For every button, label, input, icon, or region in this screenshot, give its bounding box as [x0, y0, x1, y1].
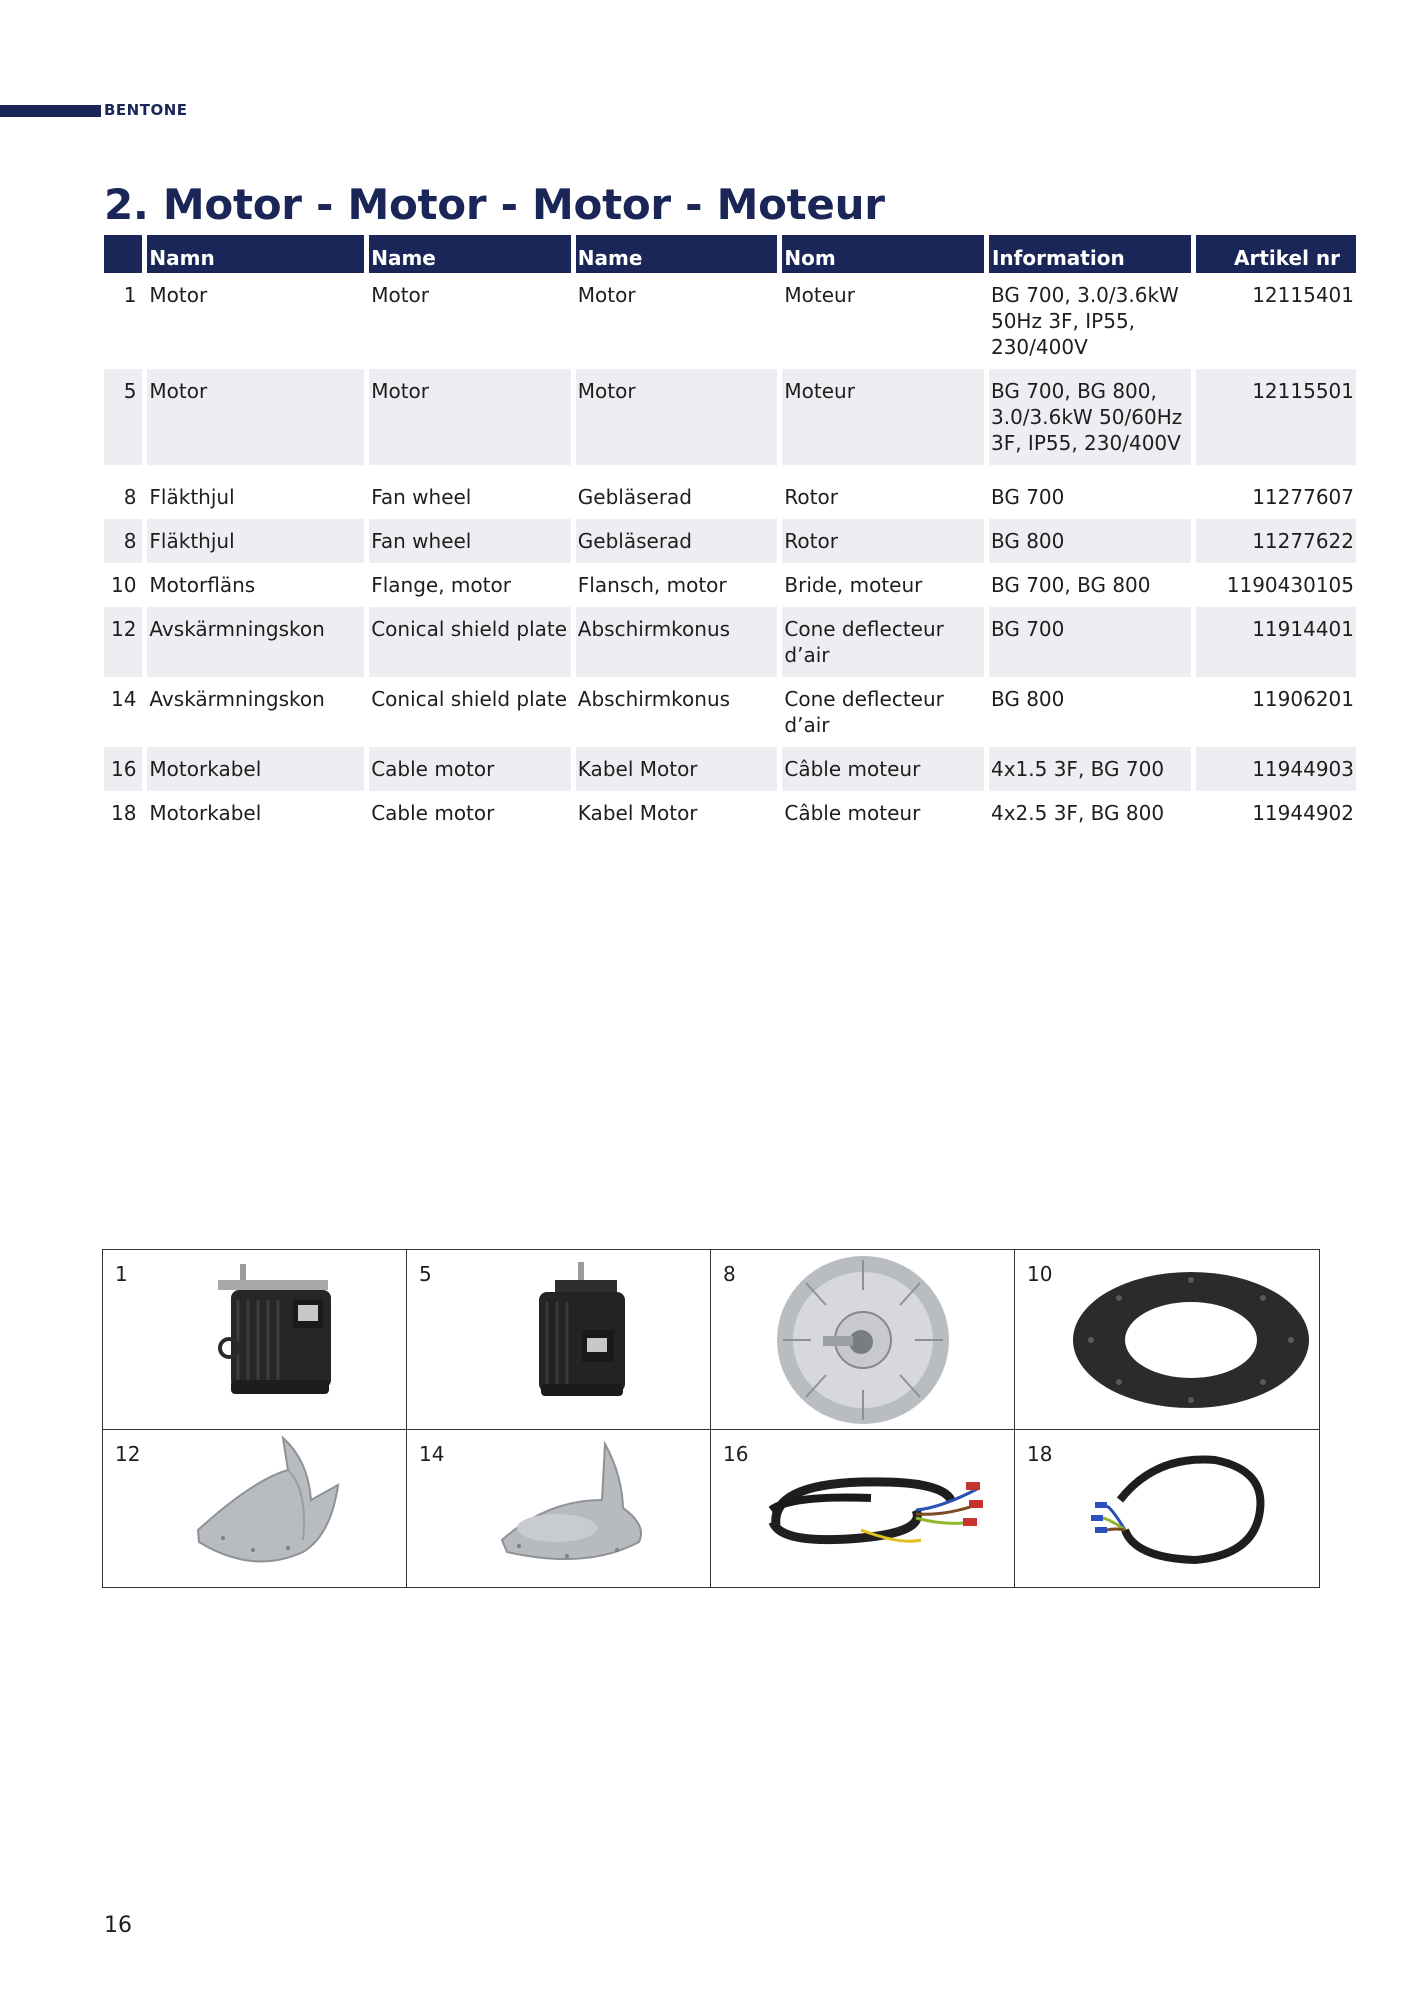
- photo-number: 16: [723, 1442, 749, 1466]
- page-title: 2. Motor - Motor - Motor - Moteur: [104, 180, 885, 229]
- cell-name-en: Cable motor: [369, 747, 571, 791]
- cell-artikel-nr: 12115501: [1196, 369, 1356, 465]
- photo-cell: [1015, 1250, 1319, 1430]
- cell-artikel-nr: 11277622: [1196, 519, 1356, 563]
- photo-cell: [103, 1250, 407, 1430]
- photo-cell: [1015, 1430, 1319, 1587]
- cell-information: BG 700, 3.0/3.6kW 50Hz 3F, IP55, 230/400V: [990, 283, 1179, 359]
- table-row: [104, 791, 1356, 835]
- cell-information: 4x1.5 3F, BG 700: [989, 747, 1191, 791]
- cell-name-en: Conical shield plate: [371, 687, 568, 711]
- brand-name: BENTONE: [104, 101, 188, 119]
- photo-cell: [711, 1430, 1015, 1587]
- cell-name-en: Cable motor: [371, 801, 495, 825]
- cell-row-number: 8: [123, 485, 137, 509]
- cell-name-fr: Bride, moteur: [784, 573, 923, 597]
- photo-number: 10: [1027, 1262, 1053, 1286]
- cell-artikel-nr: 11906201: [1252, 687, 1354, 711]
- cell-row-number: 8: [104, 519, 142, 563]
- cell-name-sv: Motorkabel: [147, 747, 364, 791]
- cell-row-number: 10: [110, 573, 137, 597]
- cell-name-sv: Avskärmningskon: [147, 607, 364, 677]
- electric-motor-icon: [407, 1250, 710, 1430]
- cell-name-sv: Avskärmningskon: [149, 687, 325, 711]
- cell-name-fr: Moteur: [782, 369, 984, 465]
- cell-name-sv: Motorfläns: [149, 573, 256, 597]
- cell-name-sv: Fläkthjul: [147, 519, 364, 563]
- cell-row-number: 14: [110, 687, 137, 711]
- cell-name-de: Flansch, motor: [577, 573, 727, 597]
- cell-name-de: Motor: [576, 369, 778, 465]
- cell-name-de: Abschirmkonus: [577, 687, 731, 711]
- photo-cell: [407, 1430, 711, 1587]
- table-row: [104, 519, 1356, 563]
- header-nom: Nom: [782, 235, 984, 273]
- table-header-row: [104, 235, 1356, 273]
- header-name-de: Name: [576, 235, 778, 273]
- table-row: [104, 747, 1356, 791]
- photo-grid: [102, 1249, 1320, 1588]
- cell-name-sv: Motor: [149, 283, 208, 307]
- cell-artikel-nr: 11944902: [1252, 801, 1354, 825]
- header-num: [104, 235, 142, 273]
- cell-name-en: Motor: [371, 283, 429, 307]
- cell-artikel-nr: 11277607: [1252, 485, 1354, 509]
- electric-motor-icon: [103, 1250, 406, 1430]
- photo-number: 5: [419, 1262, 432, 1286]
- photo-cell: [711, 1250, 1015, 1430]
- table-row: [104, 563, 1356, 607]
- table-spacer: [104, 465, 1356, 475]
- cell-name-fr: Cone deflecteur d’air: [782, 607, 984, 677]
- cell-name-en: Conical shield plate: [369, 607, 571, 677]
- cell-name-de: Abschirmkonus: [576, 607, 778, 677]
- cell-artikel-nr: 11914401: [1196, 607, 1356, 677]
- cell-row-number: 16: [104, 747, 142, 791]
- cell-name-de: Gebläserad: [577, 485, 693, 509]
- cell-name-fr: Rotor: [782, 519, 984, 563]
- cell-name-en: Flange, motor: [371, 573, 511, 597]
- cell-information: BG 700: [989, 607, 1191, 677]
- cell-artikel-nr: 1190430105: [1226, 573, 1354, 597]
- photo-number: 1: [115, 1262, 128, 1286]
- photo-number: 8: [723, 1262, 736, 1286]
- cell-name-fr: Câble moteur: [782, 747, 984, 791]
- cell-row-number: 12: [104, 607, 142, 677]
- table-row: [104, 475, 1356, 519]
- page-number: 16: [104, 1913, 132, 1938]
- cell-row-number: 5: [104, 369, 142, 465]
- cell-name-fr: Cone deflecteur d’air: [784, 687, 944, 737]
- cell-information: BG 800: [990, 687, 1065, 711]
- motor-cable-icon: [711, 1430, 1014, 1587]
- photo-number: 12: [115, 1442, 141, 1466]
- photo-number: 14: [419, 1442, 445, 1466]
- motor-cable-icon: [1015, 1430, 1318, 1587]
- table-row: [104, 677, 1356, 747]
- table-row: [104, 369, 1356, 465]
- cell-row-number: 1: [123, 283, 137, 307]
- cell-name-de: Kabel Motor: [576, 747, 778, 791]
- header-information: Information: [989, 235, 1191, 273]
- cell-artikel-nr: 12115401: [1252, 283, 1354, 307]
- motor-flange-icon: [1015, 1250, 1318, 1430]
- parts-table: [99, 235, 1361, 835]
- cell-information: BG 700, BG 800, 3.0/3.6kW 50/60Hz 3F, IP55, 230/400V: [989, 369, 1191, 465]
- cell-information: BG 800: [989, 519, 1191, 563]
- cell-name-sv: Motor: [147, 369, 364, 465]
- conical-shield-icon: [103, 1430, 406, 1587]
- photo-cell: [103, 1430, 407, 1587]
- cell-name-fr: Câble moteur: [784, 801, 921, 825]
- cell-artikel-nr: 11944903: [1196, 747, 1356, 791]
- cell-name-en: Fan wheel: [371, 485, 472, 509]
- table-row: [104, 273, 1356, 369]
- cell-name-sv: Motorkabel: [149, 801, 262, 825]
- cell-name-en: Motor: [369, 369, 571, 465]
- cell-name-de: Motor: [577, 283, 636, 307]
- cell-row-number: 18: [110, 801, 137, 825]
- cell-information: BG 700: [990, 485, 1065, 509]
- header-namn: Namn: [147, 235, 364, 273]
- header-artikel-nr: Artikel nr: [1196, 235, 1356, 273]
- photo-cell: [407, 1250, 711, 1430]
- header-name-en: Name: [369, 235, 571, 273]
- conical-shield-icon: [407, 1430, 710, 1587]
- cell-information: BG 700, BG 800: [990, 573, 1151, 597]
- cell-name-de: Gebläserad: [576, 519, 778, 563]
- cell-information: 4x2.5 3F, BG 800: [990, 801, 1165, 825]
- photo-number: 18: [1027, 1442, 1053, 1466]
- cell-name-sv: Fläkthjul: [149, 485, 235, 509]
- cell-name-fr: Moteur: [784, 283, 855, 307]
- table-row: [104, 607, 1356, 677]
- brand-bar: [0, 105, 101, 117]
- cell-name-de: Kabel Motor: [577, 801, 698, 825]
- cell-name-en: Fan wheel: [369, 519, 571, 563]
- cell-name-fr: Rotor: [784, 485, 838, 509]
- fan-wheel-icon: [711, 1250, 1014, 1430]
